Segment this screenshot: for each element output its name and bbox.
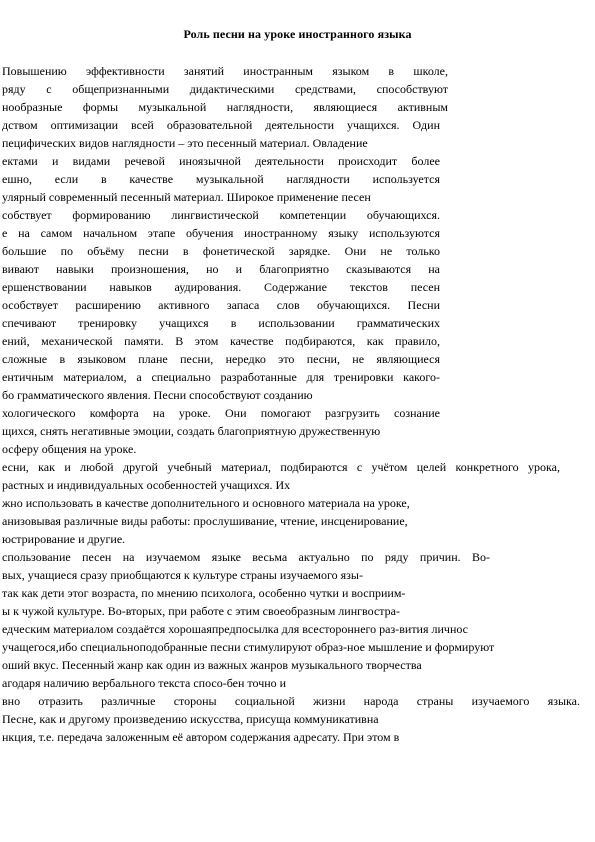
text-line: ений, механической памяти. В этом качестве подбираются, как правило,	[2, 334, 440, 348]
text-line: вых, учащиеся сразу приобщаются к культуре страны изучаемого язы-	[2, 568, 363, 582]
text-line: вно отразить различные стороны социальной жизни народа страны изучаемого языка.	[2, 694, 580, 708]
text-line: есни, как и любой другой учебный материал, подбираются с учётом целей конкретного урока,	[2, 460, 560, 474]
text-line: оший вкус. Песенный жанр как один из важных жанров музыкального творчества	[2, 658, 422, 672]
text-line: учащегося,ибо специальноподобранные песни стимулируют образ-ное мышление и формируют	[2, 640, 495, 654]
text-line: особствует расширению активного запаса слов обучающихся. Песни	[2, 298, 440, 312]
text-line: нообразные формы музыкальной наглядности, являющиеся активным	[2, 100, 448, 114]
text-line: хологического комфорта на уроке. Они помогают разгрузить сознание	[2, 406, 440, 420]
text-line: спользование песен на изучаемом языке весьма актуально по ряду причин. Во-	[2, 550, 490, 564]
text-line: ершенствовании навыков аудирования. Содержание текстов песен	[2, 280, 440, 294]
text-line: щихся, снять негативные эмоции, создать благоприятную дружественную	[2, 424, 381, 438]
text-line: ы к чужой культуре. Во-вторых, при работе с этим своеобразным лингвостра-	[2, 604, 400, 618]
text-line: дством оптимизации всей образовательной деятельности учащихся. Один	[2, 118, 440, 132]
page-title: Роль песни на уроке иностранного языка	[183, 27, 412, 41]
text-line: едческим материалом создаётся хорошаяпредпосылка для всестороннего раз-вития личнос	[2, 622, 468, 636]
text-line: так как дети этог возраста, по мнению психолога, особенно чутки и восприим-	[2, 586, 406, 600]
text-line: агодаря наличию вербального текста спосо-бен точно и	[2, 676, 287, 690]
text-line: Повышению эффективности занятий иностранным языком в школе,	[2, 64, 448, 78]
text-line: вивают навыки произношения, но и благоприятно сказываются на	[2, 262, 440, 276]
text-line: ектами и видами речевой иноязычной деятельности происходит более	[2, 154, 440, 168]
text-line: анизовывая различные виды работы: прослушивание, чтение, инсценирование,	[2, 514, 408, 528]
text-line: бо грамматического явления. Песни способствуют созданию	[2, 388, 313, 402]
text-line: жно использовать в качестве дополнительного и основного материала на уроке,	[2, 496, 410, 510]
text-line: е на самом начальном этапе обучения иностранному языку используются	[2, 226, 440, 240]
text-line: растных и индивидуальных особенностей учащихся. Их	[2, 478, 291, 492]
text-line: юстрирование и другие.	[2, 532, 126, 546]
document-body	[0, 62, 595, 746]
text-line: сложные в языковом плане песни, нередко это песни, не являющиеся	[2, 352, 440, 366]
text-line: спечивают тренировку учащихся в использовании грамматических	[2, 316, 440, 330]
text-line: ентичным материалом, а специально разработанные для тренировки какого-	[2, 370, 440, 384]
text-line: осферу общения на уроке.	[2, 442, 137, 456]
text-line: ешно, если в качестве музыкальной наглядности используется	[2, 172, 440, 186]
text-line: пецифических видов наглядности – это песенный материал. Овладение	[2, 136, 368, 150]
text-line: ряду с общепризнанными дидактическими средствами, способствуют	[2, 82, 448, 96]
text-line: улярный современный песенный материал. Широкое применение песен	[2, 190, 371, 204]
text-line: собствует формированию лингвистической компетенции обучающихся.	[2, 208, 440, 222]
text-line: нкция, т.е. передача заложенным её автором содержания адресату. При этом в	[2, 730, 400, 744]
text-line: большие по объёму песни в фонетической зарядке. Они не только	[2, 244, 440, 258]
text-line: Песне, как и другому произведению искусства, присуща коммуникативна	[2, 712, 379, 726]
